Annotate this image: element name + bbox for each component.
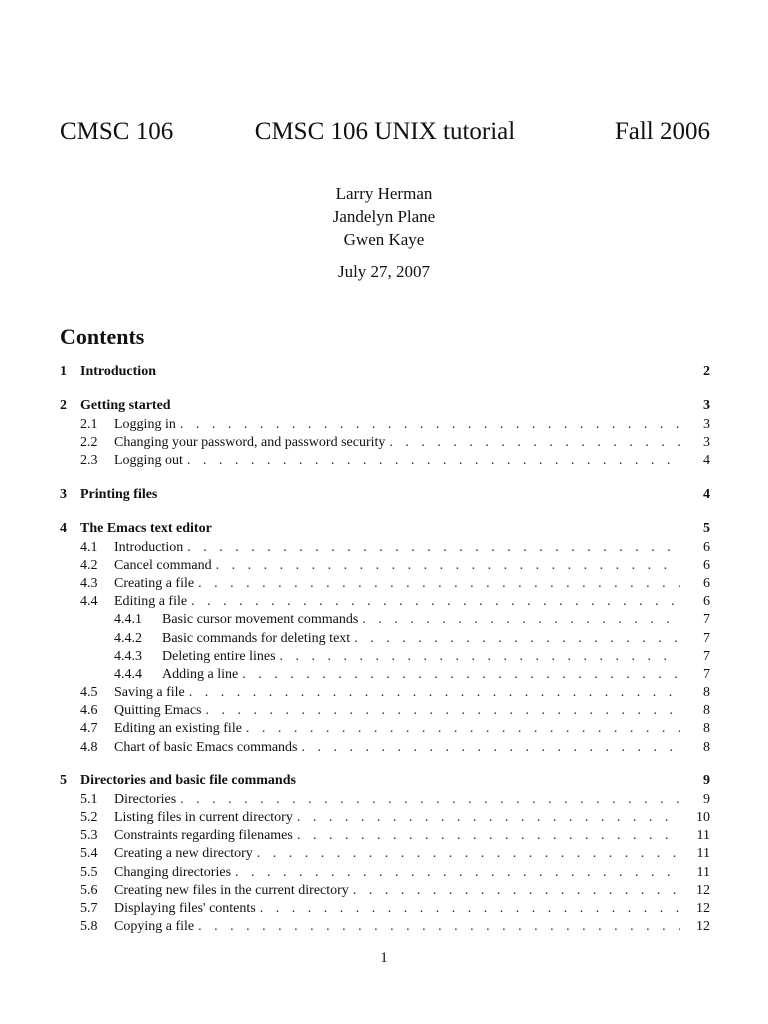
toc-title: Directories	[114, 791, 180, 809]
toc-title: Getting started	[80, 396, 175, 416]
toc-subsection-entry[interactable]	[60, 827, 710, 845]
toc-page-number: 8	[703, 703, 710, 719]
toc-title: Cancel command	[114, 557, 216, 575]
author-name: Gwen Kaye	[343, 230, 425, 249]
toc-title: Quitting Emacs	[114, 702, 206, 720]
toc-number: 4.4.3	[114, 648, 142, 664]
toc-subsubsection-entry[interactable]	[60, 666, 710, 684]
toc-page-number: 9	[703, 772, 710, 788]
toc-number: 2.3	[80, 453, 98, 469]
toc-subsection-entry[interactable]	[60, 809, 710, 827]
toc-section	[60, 396, 710, 471]
document-date: July 27, 2007	[337, 262, 431, 281]
dot-leader	[198, 918, 680, 936]
toc-number: 2.2	[80, 435, 98, 451]
toc-page-number: 9	[703, 791, 710, 807]
toc-subsubsection-entry[interactable]	[60, 648, 710, 666]
toc-title: Introduction	[80, 362, 160, 382]
dot-leader	[242, 666, 680, 684]
toc-page-number: 6	[703, 594, 710, 610]
toc-page-number: 8	[703, 721, 710, 737]
toc-page-number: 7	[703, 666, 710, 682]
toc-section-entry[interactable]	[60, 362, 710, 382]
toc-title: Copying a file	[114, 918, 198, 936]
dot-leader	[362, 611, 680, 629]
toc-page-number: 4	[703, 486, 710, 502]
dot-leader	[354, 630, 680, 648]
toc-subsection-entry[interactable]	[60, 845, 710, 863]
toc-page-number: 8	[703, 739, 710, 755]
toc-title: Chart of basic Emacs commands	[114, 739, 302, 757]
toc-number: 4.5	[80, 685, 98, 701]
toc-subsection-entry[interactable]	[60, 684, 710, 702]
author-name: Larry Herman	[335, 184, 433, 203]
toc-subsection-entry[interactable]	[60, 900, 710, 918]
toc-number: 3	[60, 486, 67, 502]
toc-page-number: 5	[703, 520, 710, 536]
toc-page-number: 2	[703, 364, 710, 379]
toc-page-number: 7	[703, 630, 710, 646]
dot-leader	[235, 864, 680, 882]
toc-title: Creating a file	[114, 575, 198, 593]
toc-subsection-entry[interactable]	[60, 702, 710, 720]
toc-section	[60, 519, 710, 757]
toc-number: 4.4	[80, 594, 98, 610]
toc-title: Saving a file	[114, 684, 189, 702]
contents-heading: Contents	[60, 324, 145, 349]
dot-leader	[180, 416, 680, 434]
dot-leader	[187, 452, 680, 470]
toc-title: Introduction	[114, 539, 187, 557]
header-course-code: CMSC 106	[60, 118, 174, 145]
dot-leader	[206, 702, 681, 720]
toc-number: 5.5	[80, 864, 98, 880]
dot-leader	[187, 539, 680, 557]
toc-number: 5.7	[80, 900, 98, 916]
toc-subsubsection-entry[interactable]	[60, 611, 710, 629]
toc-number: 4.8	[80, 739, 98, 755]
toc-title: Directories and basic file commands	[80, 771, 300, 791]
toc-page-number: 8	[703, 685, 710, 701]
toc-number: 5.3	[80, 828, 98, 844]
toc-number: 4.4.2	[114, 630, 142, 646]
toc-page-number: 7	[703, 612, 710, 628]
dot-leader	[189, 684, 680, 702]
toc-number: 5.8	[80, 919, 98, 935]
author-list	[0, 182, 768, 251]
toc-number: 2	[60, 398, 67, 413]
dot-leader	[246, 720, 680, 738]
toc-subsection-entry[interactable]	[60, 720, 710, 738]
toc-number: 5.1	[80, 791, 98, 807]
toc-number: 4	[60, 520, 67, 536]
toc-title: Adding a line	[162, 666, 242, 684]
toc-subsection-entry[interactable]	[60, 791, 710, 809]
toc-title: Changing directories	[114, 864, 235, 882]
toc-title: Displaying files' contents	[114, 900, 260, 918]
header-term: Fall 2006	[614, 118, 710, 145]
dot-leader	[191, 593, 680, 611]
toc-number: 5.2	[80, 810, 98, 825]
toc-subsubsection-entry[interactable]	[60, 630, 710, 648]
dot-leader	[180, 791, 680, 809]
toc-page-number: 11	[696, 846, 710, 862]
dot-leader	[216, 557, 680, 575]
page-number: 1	[380, 950, 388, 966]
running-header	[60, 118, 710, 150]
toc-title: Listing files in current directory	[114, 809, 297, 827]
toc-page-number: 3	[703, 435, 710, 451]
dot-leader	[257, 845, 680, 863]
toc-title: Basic commands for deleting text	[162, 630, 354, 648]
toc-number: 1	[60, 364, 67, 379]
toc-number: 2.1	[80, 417, 98, 432]
toc-title: Creating a new directory	[114, 845, 257, 863]
toc-subsection-entry[interactable]	[60, 918, 710, 936]
toc-page-number: 4	[703, 453, 710, 469]
toc-title: Basic cursor movement commands	[162, 611, 362, 629]
toc-page-number: 3	[703, 398, 710, 413]
toc-subsection-entry[interactable]	[60, 593, 710, 611]
toc-page-number: 6	[703, 539, 710, 555]
toc-number: 4.7	[80, 721, 98, 737]
toc-number: 4.1	[80, 539, 98, 555]
toc-number: 5.6	[80, 882, 98, 898]
toc-section-entry[interactable]	[60, 485, 710, 505]
toc-subsection-entry[interactable]	[60, 539, 710, 557]
toc-subsection-entry[interactable]	[60, 864, 710, 882]
toc-section-entry[interactable]	[60, 396, 710, 416]
toc-page-number: 10	[696, 810, 710, 825]
toc-page-number: 11	[696, 864, 710, 880]
toc-page-number: 11	[696, 828, 710, 844]
dot-leader	[297, 827, 680, 845]
toc-subsection-entry[interactable]	[60, 434, 710, 452]
toc-page-number: 6	[703, 575, 710, 591]
dot-leader	[353, 882, 680, 900]
document-title: CMSC 106 UNIX tutorial	[254, 118, 516, 145]
dot-leader	[302, 739, 680, 757]
toc-section	[60, 771, 710, 937]
toc-page-number: 12	[696, 882, 710, 898]
toc-subsection-entry[interactable]	[60, 882, 710, 900]
author-name: Jandelyn Plane	[332, 207, 436, 226]
toc-number: 4.4.1	[114, 612, 142, 628]
toc-page-number: 3	[703, 417, 710, 432]
toc-title: Logging in	[114, 416, 180, 434]
toc-section	[60, 362, 710, 382]
toc-section	[60, 485, 710, 505]
toc-title: Deleting entire lines	[162, 648, 280, 666]
table-of-contents	[60, 362, 710, 936]
toc-title: Editing a file	[114, 593, 191, 611]
dot-leader	[198, 575, 680, 593]
toc-title: Changing your password, and password security	[114, 434, 389, 452]
toc-title: The Emacs text editor	[80, 519, 216, 539]
toc-subsection-entry[interactable]	[60, 452, 710, 470]
toc-number: 4.6	[80, 703, 98, 719]
dot-leader	[280, 648, 680, 666]
toc-page-number: 12	[696, 900, 710, 916]
dot-leader	[389, 434, 680, 452]
toc-number: 4.4.4	[114, 666, 142, 682]
toc-number: 5	[60, 772, 67, 788]
toc-title: Logging out	[114, 452, 187, 470]
toc-number: 4.2	[80, 557, 98, 573]
toc-number: 4.3	[80, 575, 98, 591]
toc-title: Printing files	[80, 485, 161, 505]
toc-title: Editing an existing file	[114, 720, 246, 738]
toc-section-entry[interactable]	[60, 771, 710, 791]
toc-page-number: 12	[696, 919, 710, 935]
dot-leader	[260, 900, 680, 918]
toc-title: Constraints regarding filenames	[114, 827, 297, 845]
toc-page-number: 6	[703, 557, 710, 573]
toc-subsection-entry[interactable]	[60, 739, 710, 757]
toc-section-entry[interactable]	[60, 519, 710, 539]
toc-page-number: 7	[703, 648, 710, 664]
toc-subsection-entry[interactable]	[60, 557, 710, 575]
toc-number: 5.4	[80, 846, 98, 862]
dot-leader	[297, 809, 680, 827]
toc-subsection-entry[interactable]	[60, 575, 710, 593]
toc-title: Creating new files in the current directory	[114, 882, 353, 900]
toc-subsection-entry[interactable]	[60, 416, 710, 434]
